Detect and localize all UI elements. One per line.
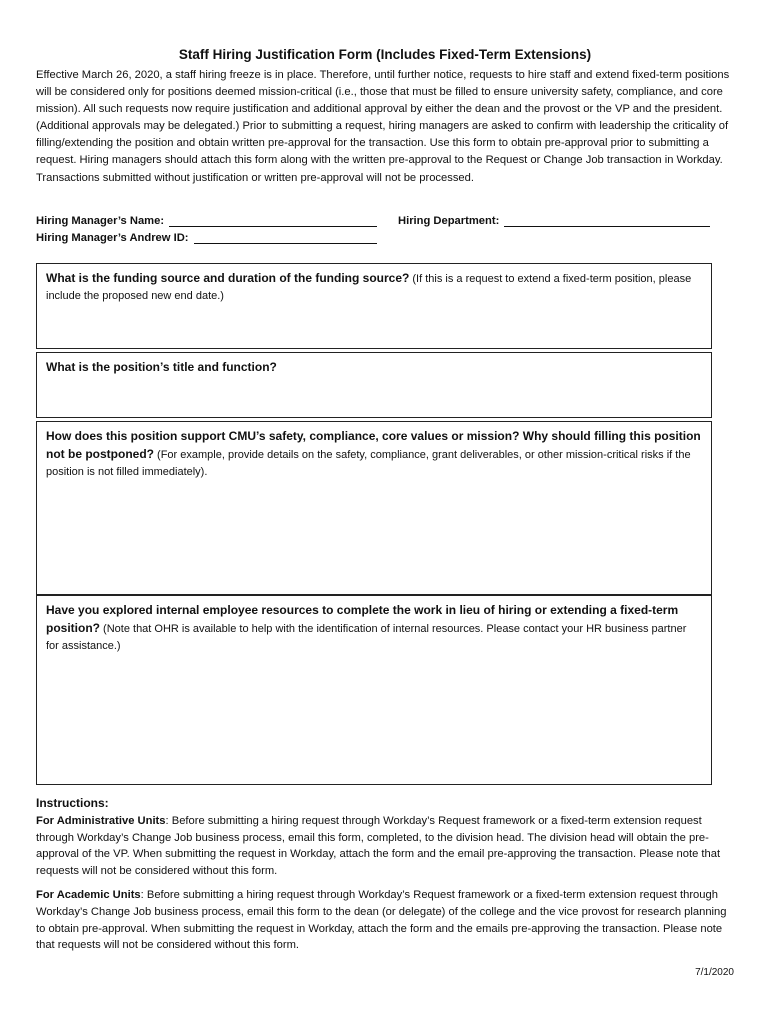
academic-instructions [36, 887, 736, 954]
andrew-id-field [36, 231, 377, 244]
question-text: Have you explored internal employee resources to complete the work in lieu of hiring or extending a fixed-term position? [46, 603, 679, 635]
andrew-id-label: Hiring Manager’s Andrew ID: [36, 232, 189, 244]
question-note: (For example, provide details on the safety, compliance, grant deliverables, or other mission-critical risks if the position is not filled immediately). [46, 449, 691, 478]
department-field [398, 214, 710, 227]
question-box-internal-resources[interactable] [36, 595, 712, 785]
intro-paragraph: Effective March 26, 2020, a staff hiring freeze is in place. Therefore, until further notice, requests to hire staff and extend fixed-term positions will be considered only for positions deemed mission-critical (i.e., those that must be filled to ensure university safety, compliance, and core mission). All such requests now require justification and additional approval by either the dean and the provost or the VP and the president. (Additional approvals may be delegated.) Prior to submitting a request, hiring managers are asked to confirm with leadership the criticality of filling/extending the position and obtain written pre-approval for the transaction. Use this form to obtain pre-approval prior to submitting a request. Hiring managers should attach this form along with the written pre-approval to the Request or Change Job transaction in Workday. Transactions submitted without justification or written pre-approval will not be processed. [36, 69, 730, 184]
form-title: Staff Hiring Justification Form (Includes Fixed-Term Extensions) [178, 47, 592, 62]
instructions-section [36, 795, 736, 961]
manager-name-label: Hiring Manager’s Name: [36, 215, 165, 227]
form-date: 7/1/2020 [695, 967, 734, 978]
manager-name-field [36, 214, 377, 227]
question-note: (Note that OHR is available to help with the identification of internal resources. Please contact your HR business partner for assistance.) [46, 623, 687, 652]
academic-label: For Academic Units [36, 888, 141, 901]
instructions-heading: Instructions: [36, 796, 109, 810]
question-note: (If this is a request to extend a fixed-term position, please include the proposed new end date.) [46, 273, 692, 302]
question-box-position[interactable] [36, 352, 712, 418]
question-text: What is the funding source and duration of the funding source? [46, 271, 410, 285]
admin-instructions [36, 813, 736, 880]
admin-text: : Before submitting a hiring request through Workday’s Request framework or a fixed-term extension request through Workday’s Change Job business process, email this form, completed, to the division head. The division head will obtain the pre-approval of the VP. When submitting the request in Workday, attach the form and the email pre-approving the transaction. Please note that requests will not be considered without this form. [36, 814, 721, 878]
question-box-funding[interactable] [36, 263, 712, 349]
manager-name-input[interactable] [169, 214, 377, 227]
department-input[interactable] [504, 214, 710, 227]
department-label: Hiring Department: [398, 215, 500, 227]
question-text: What is the position’s title and function? [46, 360, 277, 374]
admin-label: For Administrative Units [36, 814, 166, 827]
academic-text: : Before submitting a hiring request through Workday’s Request framework or a fixed-term extension request through Workday’s Change Job business process, email this form to the dean (or delegate) of the college and the vice provost for research planning to obtain pre-approval. When submitting the request in Workday, attach the form and the emails pre-approving the transaction. Please note that requests will not be considered without this form. [36, 888, 727, 952]
question-text: How does this position support CMU’s safety, compliance, core values or mission? Why should filling this position not be postponed? [46, 429, 701, 461]
question-box-mission[interactable] [36, 421, 712, 595]
andrew-id-input[interactable] [194, 231, 377, 244]
